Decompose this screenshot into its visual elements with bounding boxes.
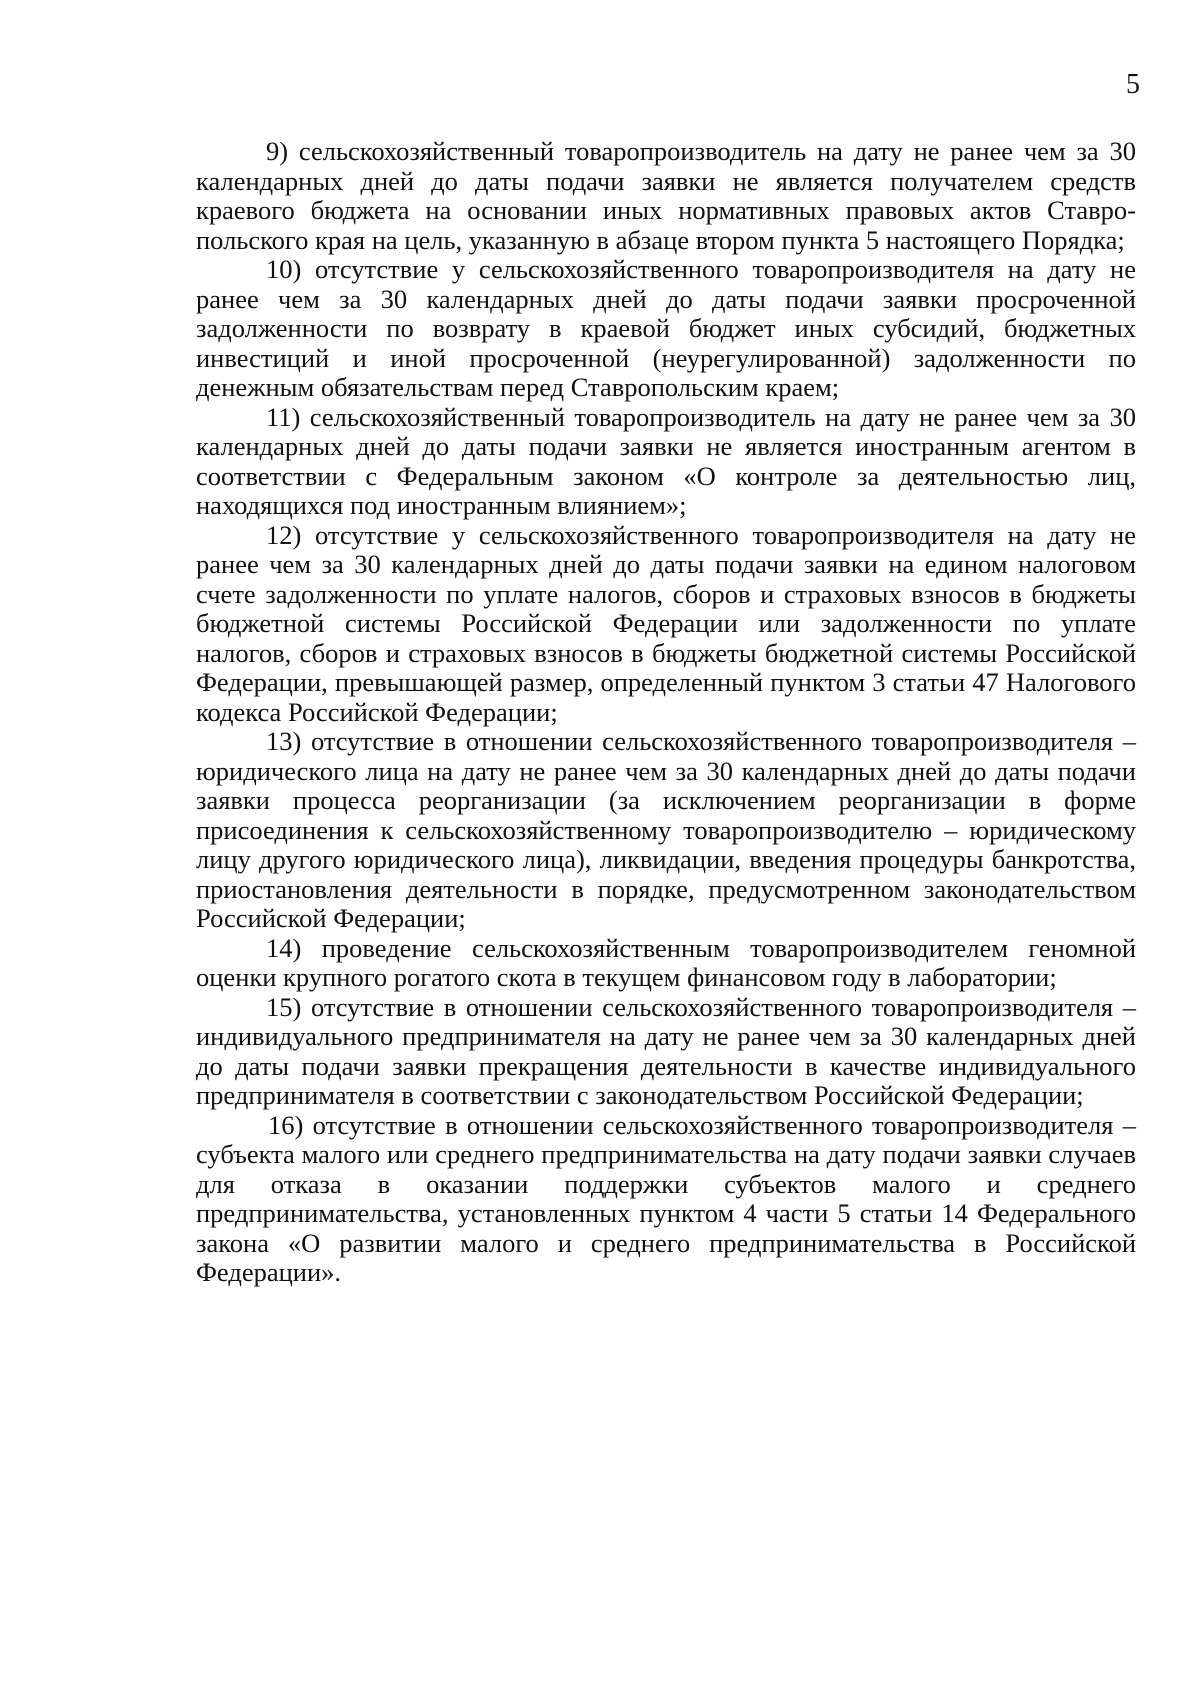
list-item-13: 13) отсутствие в отношении сельскохозяйственного товаропроизводителя – юридического лица на дату не ранее чем за 30 календарных дней до даты подачи заявки процесса реорганизации (за исключением реорганизации в форме присоединения к сельскохозяйственному товаропроизводителю – юридическому лицу другого юридического лица), ликвидации, введения процедуры банкротства, приостановления деятельности в порядке, предусмотренном законодательством Российской Федерации; [196, 726, 1136, 933]
list-item-10: 10) отсутствие у сельскохозяйственного товаропроизводителя на дату не ранее чем за 30 календарных дней до даты подачи заявки просроченной задолженности по возврату в краевой бюджет иных субсидий, бюджетных инвестиций и иной просроченной (неурегулированной) задолженности по денежным обязательствам перед Ставропольским краем; [196, 254, 1136, 402]
document-body [196, 137, 1136, 1288]
list-item-12: 12) отсутствие у сельскохозяйственного товаропроизводителя на дату не ранее чем за 30 календарных дней до даты подачи заявки на едином налоговом счете задолженности по уплате налогов, сборов и страховых взносов в бюджеты бюджетной системы Российской Федерации или задолженности по уплате налогов, сборов и страховых взносов в бюджеты бюджетной системы Российской Федерации, превышающей размер, определенный пунктом 3 статьи 47 Налогового кодекса Российской Федерации; [196, 519, 1136, 727]
list-item-11: 11) сельскохозяйственный товаропроизводитель на дату не ранее чем за 30 календарных дней до даты подачи заявки не является иностранным агентом в соответствии с Федеральным законом «О контроле за деятельностью лиц, находящихся под иностранным влиянием»; [196, 401, 1136, 520]
list-item-14: 14) проведение сельскохозяйственным товаропроизводителем геномной оценки крупного рогатого скота в текущем финансовом году в лаборатории; [196, 932, 1136, 992]
list-item-9: 9) сельскохозяйственный товаропроизводитель на дату не ранее чем за 30 календарных дней до даты подачи заявки не является получателем средств краевого бюджета на основании иных нормативных правовых актов Ставропольского края на цель, указанную в абзаце втором пункта 5 настоящего Порядка; [196, 136, 1136, 255]
page-number: 5 [1126, 69, 1140, 100]
list-item-15: 15) отсутствие в отношении сельскохозяйственного товаропроизводителя – индивидуального предпринимателя на дату не ранее чем за 30 календарных дней до даты подачи заявки прекращения деятельности в качестве индивидуального предпринимателя в соответствии с законодательством Российской Федерации; [196, 991, 1136, 1110]
list-item-16: 16) отсутствие в отношении сельскохозяйственного товаропроизводителя – субъекта малого или среднего предпринимательства на дату подачи заявки случаев для отказа в оказании поддержки субъектов малого и среднего предпринимательства, установленных пунктом 4 части 5 статьи 14 Федерального закона «О развитии малого и среднего предпринимательства в Российской Федерации». [196, 1109, 1136, 1287]
